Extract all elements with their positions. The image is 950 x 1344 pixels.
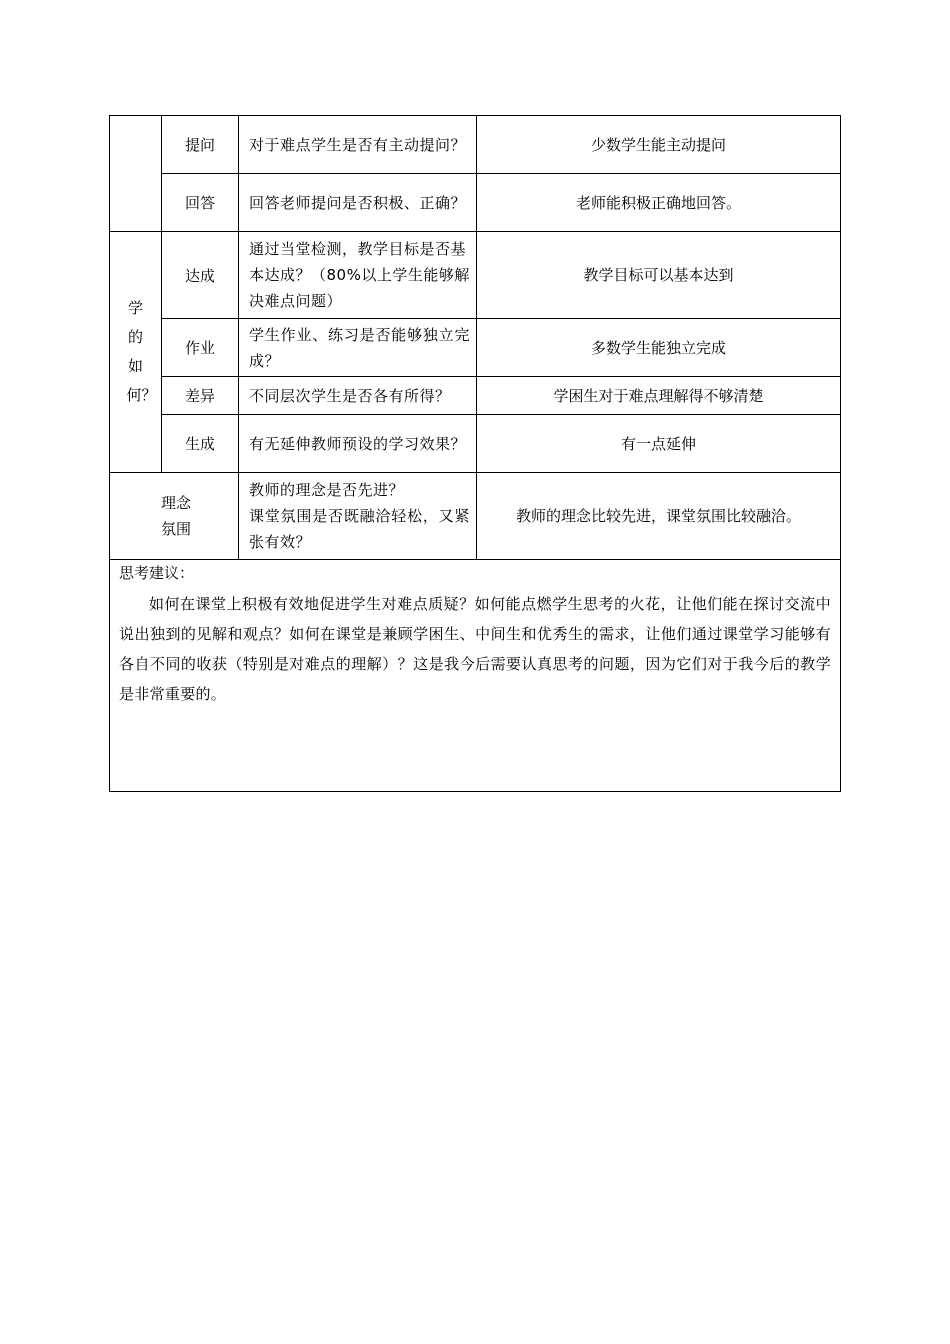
answer-text: 教师的理念比较先进，课堂氛围比较融洽。 [515, 507, 801, 525]
table-row [110, 116, 841, 174]
table-row [110, 319, 841, 377]
idea-label-line2: 氛围 [160, 520, 191, 538]
table-row [110, 377, 841, 415]
answer-text: 老师能积极正确地回答。 [575, 193, 741, 212]
answer-cell [477, 116, 841, 174]
idea-label-line1: 理念 [160, 494, 191, 512]
aspect-cell [162, 174, 239, 232]
aspect-label: 作业 [184, 339, 215, 357]
table-row [110, 232, 841, 319]
table-row [110, 415, 841, 473]
aspect-cell [162, 319, 239, 377]
reflection-title: 思考建议： [119, 564, 195, 582]
question-text: 对于难点学生是否有主动提问？ [249, 135, 467, 154]
question-text-line1: 教师的理念是否先进？ [249, 481, 405, 499]
reflection-body: 如何在课堂上积极有效地促进学生对难点质疑？如何能点燃学生思考的火花，让他们能在探讨交流中说出独到的见解和观点？如何在课堂是兼顾学困生、中间生和优秀生的需求，让他们通过课堂学习能够有各自不同的收获（特别是对难点的理解）？这是我今后需要认真思考的问题，因为它们对于我今后的教学是非常重要的。 [119, 595, 831, 703]
question-text: 学生作业、练习是否能够独立完成？ [249, 325, 470, 370]
answer-cell [477, 473, 841, 560]
answer-text: 学困生对于难点理解得不够清楚 [553, 386, 764, 405]
idea-label-cell [110, 473, 239, 560]
question-text-line2: 课堂氛围是否既融洽轻松，又紧张有效？ [249, 507, 470, 551]
aspect-cell [162, 415, 239, 473]
question-text: 有无延伸教师预设的学习效果？ [249, 434, 467, 453]
aspect-cell [162, 377, 239, 415]
aspect-label: 差异 [184, 387, 215, 405]
aspect-cell [162, 116, 239, 174]
question-cell [239, 415, 477, 473]
answer-text: 有一点延伸 [620, 434, 696, 453]
table-row [110, 473, 841, 560]
question-text: 不同层次学生是否各有所得？ [249, 386, 451, 405]
table-row [110, 560, 841, 792]
aspect-cell [162, 232, 239, 319]
question-cell [239, 319, 477, 377]
table-row [110, 174, 841, 232]
aspect-label: 生成 [184, 435, 215, 453]
answer-cell [477, 415, 841, 473]
answer-cell [477, 319, 841, 377]
aspect-label: 达成 [184, 266, 215, 285]
section-cell-empty [110, 116, 162, 232]
aspect-label: 回答 [184, 194, 215, 212]
reflection-cell [110, 560, 841, 792]
section-cell-learning [110, 232, 162, 473]
aspect-label: 提问 [184, 136, 215, 154]
evaluation-table [109, 115, 841, 792]
question-cell [239, 174, 477, 232]
answer-text: 多数学生能独立完成 [590, 338, 726, 357]
question-text: 回答老师提问是否积极、正确？ [249, 193, 467, 212]
answer-cell [477, 377, 841, 415]
answer-text: 少数学生能主动提问 [590, 135, 726, 154]
section-label-learning: 学的如何？ [126, 299, 157, 404]
question-cell [239, 377, 477, 415]
answer-cell [477, 232, 841, 319]
question-cell [239, 116, 477, 174]
answer-text: 教学目标可以基本达到 [583, 266, 734, 284]
question-cell [239, 232, 477, 319]
question-cell [239, 473, 477, 560]
answer-cell [477, 174, 841, 232]
question-text: 通过当堂检测，教学目标是否基本达成？（80%以上学生能够解决难点问题） [249, 240, 470, 310]
